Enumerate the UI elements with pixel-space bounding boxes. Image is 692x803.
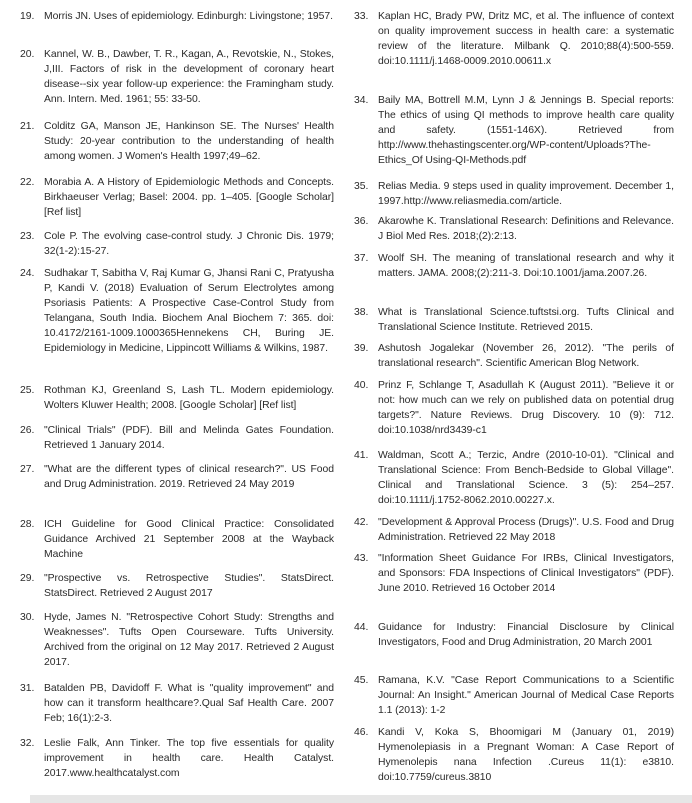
reference-number: 29.: [20, 573, 35, 584]
reference-text: ICH Guideline for Good Clinical Practice: Consolidated Guidance Archived 21 September 2008 at the Wayback Machine: [44, 519, 334, 560]
reference-text: What is Translational Science.tuftstsi.org. Tufts Clinical and Translational Science Institute. Retrieved 2015.: [378, 307, 674, 333]
reference-text: Kannel, W. B., Dawber, T. R., Kagan, A., Revotskie, N., Stokes, J,III. Factors of risk in the development of coronary heart disease--six year follow-up experience: the Framingham study. Ann. Intern. Med. 1961; 55: 33-50.: [44, 49, 334, 105]
reference-item: [354, 251, 674, 281]
reference-item: [354, 620, 674, 650]
reference-text: Morabia A. A History of Epidemiologic Methods and Concepts. Birkhaeuser Verlag; Basel: 2004. pp. 1–405. [Google Scholar] [Ref list]: [44, 177, 334, 218]
reference-item: [20, 383, 334, 413]
reference-text: Prinz F, Schlange T, Asadullah K (August 2011). "Believe it or not: how much can we rely on published data on potential drug targets?". Nature Reviews. Drug Discovery. 10 (9): 712. doi:10.1038/nrd3439-c1: [378, 380, 674, 436]
reference-number: 21.: [20, 121, 35, 132]
reference-item: [20, 681, 334, 726]
reference-number: 37.: [354, 253, 369, 264]
reference-item: [354, 551, 674, 596]
reference-item: [354, 515, 674, 545]
reference-number: 46.: [354, 727, 369, 738]
reference-item: [20, 175, 334, 220]
reference-text: "Information Sheet Guidance For IRBs, Clinical Investigators, and Sponsors: FDA Inspections of Clinical Investigators" (PDF). June 2010. Retrieved 16 October 2014: [378, 553, 674, 594]
reference-item: [20, 119, 334, 164]
reference-text: Ashutosh Jogalekar (November 26, 2012). "The perils of translational research". Scientific American Blog Network.: [378, 343, 674, 369]
reference-number: 33.: [354, 11, 369, 22]
reference-number: 22.: [20, 177, 35, 188]
reference-number: 45.: [354, 675, 369, 686]
reference-text: Baily MA, Bottrell M.M, Lynn J & Jennings B. Special reports: The ethics of using QI methods to improve health care quality and safety. (1551-146X). Retrieved from http://www.thehastingscenter.org/WP-content/Uploads?The-Ethics_Of Using-QI-Methods.pdf: [378, 95, 674, 166]
reference-item: [20, 610, 334, 670]
reference-number: 38.: [354, 307, 369, 318]
reference-item: [20, 229, 334, 259]
reference-number: 19.: [20, 11, 35, 22]
reference-text: Waldman, Scott A.; Terzic, Andre (2010-10-01). "Clinical and Translational Science: From Bench-Bedside to Global Village". Clinical and Translational Science. 3 (5): 254–257. doi:10.1111/j.1752-8062.2010.00227.x.: [378, 450, 674, 506]
reference-item: [354, 378, 674, 438]
reference-item: [354, 305, 674, 335]
reference-text: Hyde, James N. "Retrospective Cohort Study: Strengths and Weaknesses". Tufts Open Courseware. Tufts University. Archived from the original on 12 May 2017. Retrieved 2 August 2017.: [44, 612, 334, 668]
reference-number: 24.: [20, 268, 35, 279]
reference-text: "Clinical Trials" (PDF). Bill and Melinda Gates Foundation. Retrieved 1 January 2014.: [44, 425, 334, 451]
reference-text: Woolf SH. The meaning of translational research and why it matters. JAMA. 2008;(2):211-3. Doi:10.1001/jama.2007.26.: [378, 253, 674, 279]
reference-text: "Prospective vs. Retrospective Studies". StatsDirect. StatsDirect. Retrieved 2 August 2017: [44, 573, 334, 599]
reference-item: [20, 571, 334, 601]
reference-text: "Development & Approval Process (Drugs)". U.S. Food and Drug Administration. Retrieved 22 May 2018: [378, 517, 674, 543]
reference-item: [354, 93, 674, 168]
reference-text: Rothman KJ, Greenland S, Lash TL. Modern epidemiology. Wolters Kluwer Health; 2008. [Google Scholar] [Ref list]: [44, 385, 334, 411]
reference-number: 30.: [20, 612, 35, 623]
reference-item: [354, 448, 674, 508]
reference-number: 43.: [354, 553, 369, 564]
reference-item: [20, 462, 334, 492]
reference-item: [20, 423, 334, 453]
reference-number: 20.: [20, 49, 35, 60]
reference-number: 35.: [354, 181, 369, 192]
reference-number: 36.: [354, 216, 369, 227]
reference-item: [354, 673, 674, 718]
reference-number: 41.: [354, 450, 369, 461]
reference-text: Sudhakar T, Sabitha V, Raj Kumar G, Jhansi Rani C, Pratyusha P, Kandi V. (2018) Evaluation of Serum Electrolytes among Psoriasis Patients: A Prospective Case-Control Study from Telangana, South India. Biochem Anal Biochem 7: 365. doi: 10.4172/2161-1009.1000365Hennekens CH, Buring JE. Epidemiology in Medicine, Lippincott Williams & Wilkins, 1987.: [44, 268, 334, 354]
reference-text: Batalden PB, Davidoff F. What is "quality improvement" and how can it transform healthcare?.Qual Saf Health Care. 2007 Feb; 16(1):2-3.: [44, 683, 334, 724]
reference-text: Relias Media. 9 steps used in quality improvement. December 1, 1997.http://www.reliasmedia.com/article.: [378, 181, 674, 207]
reference-text: Guidance for Industry: Financial Disclosure by Clinical Investigators, Food and Drug Administration, 20 March 2001: [378, 622, 674, 648]
reference-item: [20, 266, 334, 356]
reference-text: Kandi V, Koka S, Bhoomigari M (January 01, 2019) Hymenolepiasis in a Pregnant Woman: A Case Report of Hymenolepis nana Infection .Cureus 11(1): e3810. doi:10.7759/cureus.3810: [378, 727, 674, 783]
reference-number: 44.: [354, 622, 369, 633]
reference-item: [354, 725, 674, 785]
reference-item: [20, 47, 334, 107]
reference-text: Ramana, K.V. "Case Report Communications to a Scientific Journal: An Insight." American Journal of Medical Case Reports 1.1 (2013): 1-2: [378, 675, 674, 716]
reference-number: 34.: [354, 95, 369, 106]
reference-number: 31.: [20, 683, 35, 694]
reference-number: 26.: [20, 425, 35, 436]
reference-number: 42.: [354, 517, 369, 528]
reference-text: Kaplan HC, Brady PW, Dritz MC, et al. The influence of context on quality improvement success in health care: a systematic review of the literature. Milbank Q. 2010;88(4):500-559. doi:10.1111/j.1468-0009.2010.00611.x: [378, 11, 674, 67]
reference-number: 32.: [20, 738, 35, 749]
reference-number: 25.: [20, 385, 35, 396]
reference-item: [354, 9, 674, 69]
reference-number: 23.: [20, 231, 35, 242]
reference-item: [354, 214, 674, 244]
reference-number: 28.: [20, 519, 35, 530]
reference-text: "What are the different types of clinical research?". US Food and Drug Administration. 2019. Retrieved 24 May 2019: [44, 464, 334, 490]
reference-text: Akarowhe K. Translational Research: Definitions and Relevance. J Biol Med Res. 2018;(2):2:13.: [378, 216, 674, 242]
reference-item: [20, 736, 334, 781]
reference-item: [354, 179, 674, 209]
reference-number: 27.: [20, 464, 35, 475]
reference-item: [354, 341, 674, 371]
page-footer-band: [30, 795, 692, 803]
reference-item: [20, 517, 334, 562]
reference-number: 39.: [354, 343, 369, 354]
reference-text: Morris JN. Uses of epidemiology. Edinburgh: Livingstone; 1957.: [44, 11, 333, 22]
reference-number: 40.: [354, 380, 369, 391]
reference-text: Cole P. The evolving case-control study. J Chronic Dis. 1979; 32(1-2):15-27.: [44, 231, 334, 257]
reference-item: [20, 9, 334, 24]
reference-text: Colditz GA, Manson JE, Hankinson SE. The Nurses' Health Study: 20-year contribution to the understanding of health among women. J Women's Health 1997;49–62.: [44, 121, 334, 162]
reference-text: Leslie Falk, Ann Tinker. The top five essentials for quality improvement in health care. Health Catalyst. 2017.www.healthcatalyst.com: [44, 738, 334, 779]
